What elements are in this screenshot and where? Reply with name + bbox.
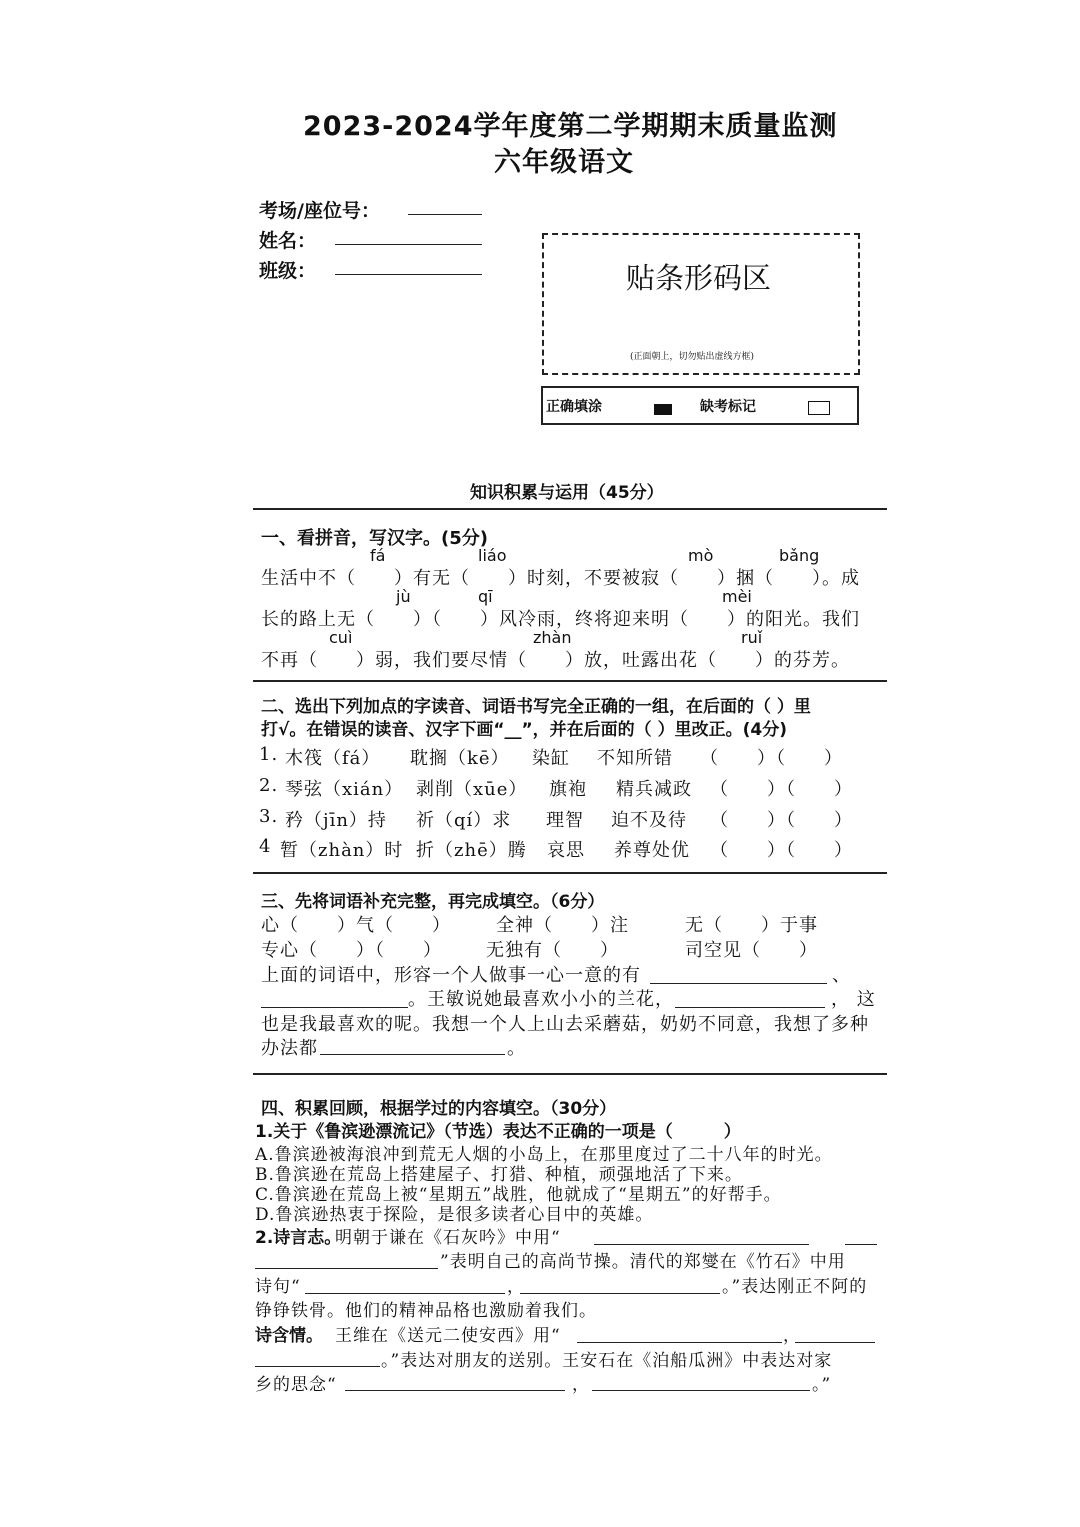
absent-mark-label: 缺考标记 xyxy=(700,399,756,415)
q4-sub3-line: 。” xyxy=(812,1375,832,1395)
q1-pinyin: liáo xyxy=(478,546,507,565)
q2-num: 2. xyxy=(259,775,279,796)
q2-d: 精兵减政 xyxy=(616,779,692,800)
q2-c: 理智 xyxy=(546,810,584,831)
q2-a: 矜（jīn）持 xyxy=(285,810,387,831)
q2-d: 不知所错 xyxy=(597,748,673,769)
q1-pinyin: mò xyxy=(688,546,714,565)
q2-num: 1. xyxy=(259,744,279,765)
divider-4 xyxy=(253,1073,887,1075)
q1-pinyin: mèi xyxy=(722,587,752,606)
q4-blank[interactable] xyxy=(345,1390,565,1391)
q1-line: 不再（ ）弱，我们要尽情（ ）放，吐露出花（ ）的芬芳。 xyxy=(261,650,850,671)
q2-d: 养尊处优 xyxy=(614,840,690,861)
class-label: 班级： xyxy=(259,260,317,282)
q4-sub2-head: 2.诗言志。 xyxy=(255,1228,342,1248)
q2-blanks[interactable]: （ ）（ ） xyxy=(710,810,853,831)
q2-blanks[interactable]: （ ）（ ） xyxy=(710,840,853,861)
q4-sub2-line: 诗句“ xyxy=(255,1277,301,1297)
q2-a: 琴弦（xián） xyxy=(285,779,404,800)
q4-sub3-text: 王维在《送元二使安西》用“ xyxy=(335,1326,561,1346)
q4-option: B.鲁滨逊在荒岛上搭建屋子、打猎、种植，顽强地活了下来。 xyxy=(255,1165,743,1185)
q4-sub3-line: 。”表达对朋友的送别。王安石在《泊船瓜洲》中表达对家 xyxy=(381,1351,833,1371)
q1-pinyin: ruǐ xyxy=(741,628,763,647)
q4-sub2-text: 明朝于谦在《石灰吟》中用“ xyxy=(335,1228,561,1248)
q3-blank[interactable] xyxy=(320,1054,505,1055)
q2-c: 旗袍 xyxy=(549,779,587,800)
q4-blank[interactable] xyxy=(305,1293,505,1294)
q4-sub2-line: ， xyxy=(507,1277,525,1297)
divider-2 xyxy=(253,680,887,682)
q4-sub2-line: ”表明自己的高尚节操。清代的郑燮在《竹石》中用 xyxy=(440,1252,846,1272)
q2-d: 迫不及待 xyxy=(611,810,687,831)
absent-checkbox[interactable] xyxy=(808,397,830,416)
barcode-note: (正面朝上，切勿贴出虚线方框) xyxy=(630,352,755,362)
q4-sub3-line: 乡的思念“ xyxy=(255,1375,337,1395)
q3-fill-text: 。 xyxy=(507,1038,526,1059)
exam-title: 2023-2024学年度第二学期期末质量监测 xyxy=(303,111,838,142)
q1-pinyin: cuì xyxy=(329,628,353,647)
q4-sub3-comma: ， xyxy=(783,1326,801,1346)
seat-blank[interactable] xyxy=(408,214,482,215)
name-label: 姓名： xyxy=(259,230,317,252)
q2-num: 3. xyxy=(259,806,279,827)
q4-option: A.鲁滨逊被海浪冲到荒无人烟的小岛上，在那里度过了二十八年的时光。 xyxy=(255,1145,833,1165)
q4-sub3-head: 诗含情。 xyxy=(255,1326,323,1346)
q3-word[interactable]: 心（ ）气（ ） xyxy=(261,915,451,936)
q2-a: 木筏（fá） xyxy=(285,748,381,769)
q4-blank[interactable] xyxy=(795,1342,875,1343)
q3-word[interactable]: 无（ ）于事 xyxy=(685,915,818,936)
q1-pinyin: qī xyxy=(478,587,493,606)
q4-sub1: 1.关于《鲁滨逊漂流记》（节选）表达不正确的一项是（ ） xyxy=(255,1122,741,1142)
exam-subtitle: 六年级语文 xyxy=(494,147,634,178)
q2-title: 打√。在错误的读音、汉字下画“__”，并在后面的（ ）里改正。(4分) xyxy=(261,720,787,740)
q4-sub2-line: 。”表达刚正不阿的 xyxy=(722,1277,868,1297)
q3-fill-text: 也是我最喜欢的呢。我想一个人上山去采蘑菇，奶奶不同意，我想了多种 xyxy=(261,1014,869,1035)
q3-fill-text: 、 xyxy=(832,965,851,986)
part-title: 知识积累与运用（45分） xyxy=(470,483,664,503)
q4-blank[interactable] xyxy=(577,1342,782,1343)
q4-blank[interactable] xyxy=(594,1244,809,1245)
q1-pinyin: fá xyxy=(370,546,386,565)
q3-blank[interactable] xyxy=(650,983,827,984)
q3-word[interactable]: 司空见（ ） xyxy=(685,940,818,961)
q2-c: 染缸 xyxy=(532,748,570,769)
divider-1 xyxy=(253,508,887,510)
correct-fill-label: 正确填涂 xyxy=(546,399,602,415)
name-blank[interactable] xyxy=(335,244,482,245)
q4-blank[interactable] xyxy=(592,1390,810,1391)
q2-b: 耽搁（kē） xyxy=(410,748,510,769)
q1-line: 生活中不（ ）有无（ ）时刻，不要被寂（ ）捆（ ）。成 xyxy=(261,568,860,589)
q2-a: 暂（zhàn）时 xyxy=(280,840,404,861)
q4-option: C.鲁滨逊在荒岛上被“星期五”战胜，他就成了“星期五”的好帮手。 xyxy=(255,1185,782,1205)
q2-b: 折（zhē）腾 xyxy=(416,840,527,861)
q4-blank[interactable] xyxy=(845,1244,877,1245)
q3-fill-text: ， 这 xyxy=(831,989,876,1010)
q2-b: 剥削（xūe） xyxy=(416,779,528,800)
q1-line: 长的路上无（ ）（ ）风冷雨，终将迎来明（ ）的阳光。我们 xyxy=(261,609,860,630)
q2-c: 哀思 xyxy=(547,840,585,861)
q1-pinyin: zhàn xyxy=(533,628,572,647)
q1-pinyin: bǎng xyxy=(779,546,820,565)
q2-blanks[interactable]: （ ）（ ） xyxy=(710,779,853,800)
q2-num: 4 xyxy=(259,836,272,857)
q3-word[interactable]: 专心（ ）（ ） xyxy=(261,940,442,961)
q3-word[interactable]: 无独有（ ） xyxy=(486,940,619,961)
q4-blank[interactable] xyxy=(520,1293,720,1294)
divider-3 xyxy=(253,872,887,874)
q3-fill-text: 办法都 xyxy=(261,1038,318,1059)
q3-fill-text: 。王敏说她最喜欢小小的兰花， xyxy=(408,989,674,1010)
seat-label: 考场/座位号： xyxy=(259,200,380,222)
q3-title: 三、先将词语补充完整，再完成填空。（6分） xyxy=(261,892,605,912)
filled-sample xyxy=(654,399,672,418)
q4-blank[interactable] xyxy=(255,1268,438,1269)
q2-b: 祈（qí）求 xyxy=(416,810,512,831)
q4-title: 四、积累回顾，根据学过的内容填空。（30分） xyxy=(261,1099,617,1119)
q3-blank[interactable] xyxy=(675,1007,825,1008)
q3-word[interactable]: 全神（ ）注 xyxy=(496,915,629,936)
q4-option: D.鲁滨逊热衷于探险，是很多读者心目中的英雄。 xyxy=(255,1205,654,1225)
q3-fill-text: 上面的词语中，形容一个人做事一心一意的有 xyxy=(261,965,641,986)
q1-pinyin: jù xyxy=(396,587,411,606)
q2-title: 二、选出下列加点的字读音、词语书写完全正确的一组，在后面的（ ）里 xyxy=(261,697,811,717)
q3-blank[interactable] xyxy=(261,1007,408,1008)
class-blank[interactable] xyxy=(335,274,482,275)
q2-blanks[interactable]: （ ）（ ） xyxy=(700,748,843,769)
q4-sub2-line: 铮铮铁骨。他们的精神品格也激励着我们。 xyxy=(255,1301,597,1321)
q4-blank[interactable] xyxy=(255,1366,380,1367)
q1-title: 一、看拼音，写汉字。(5分) xyxy=(261,528,488,549)
q4-sub3-line: ， xyxy=(572,1375,590,1395)
barcode-title: 贴条形码区 xyxy=(626,261,772,295)
